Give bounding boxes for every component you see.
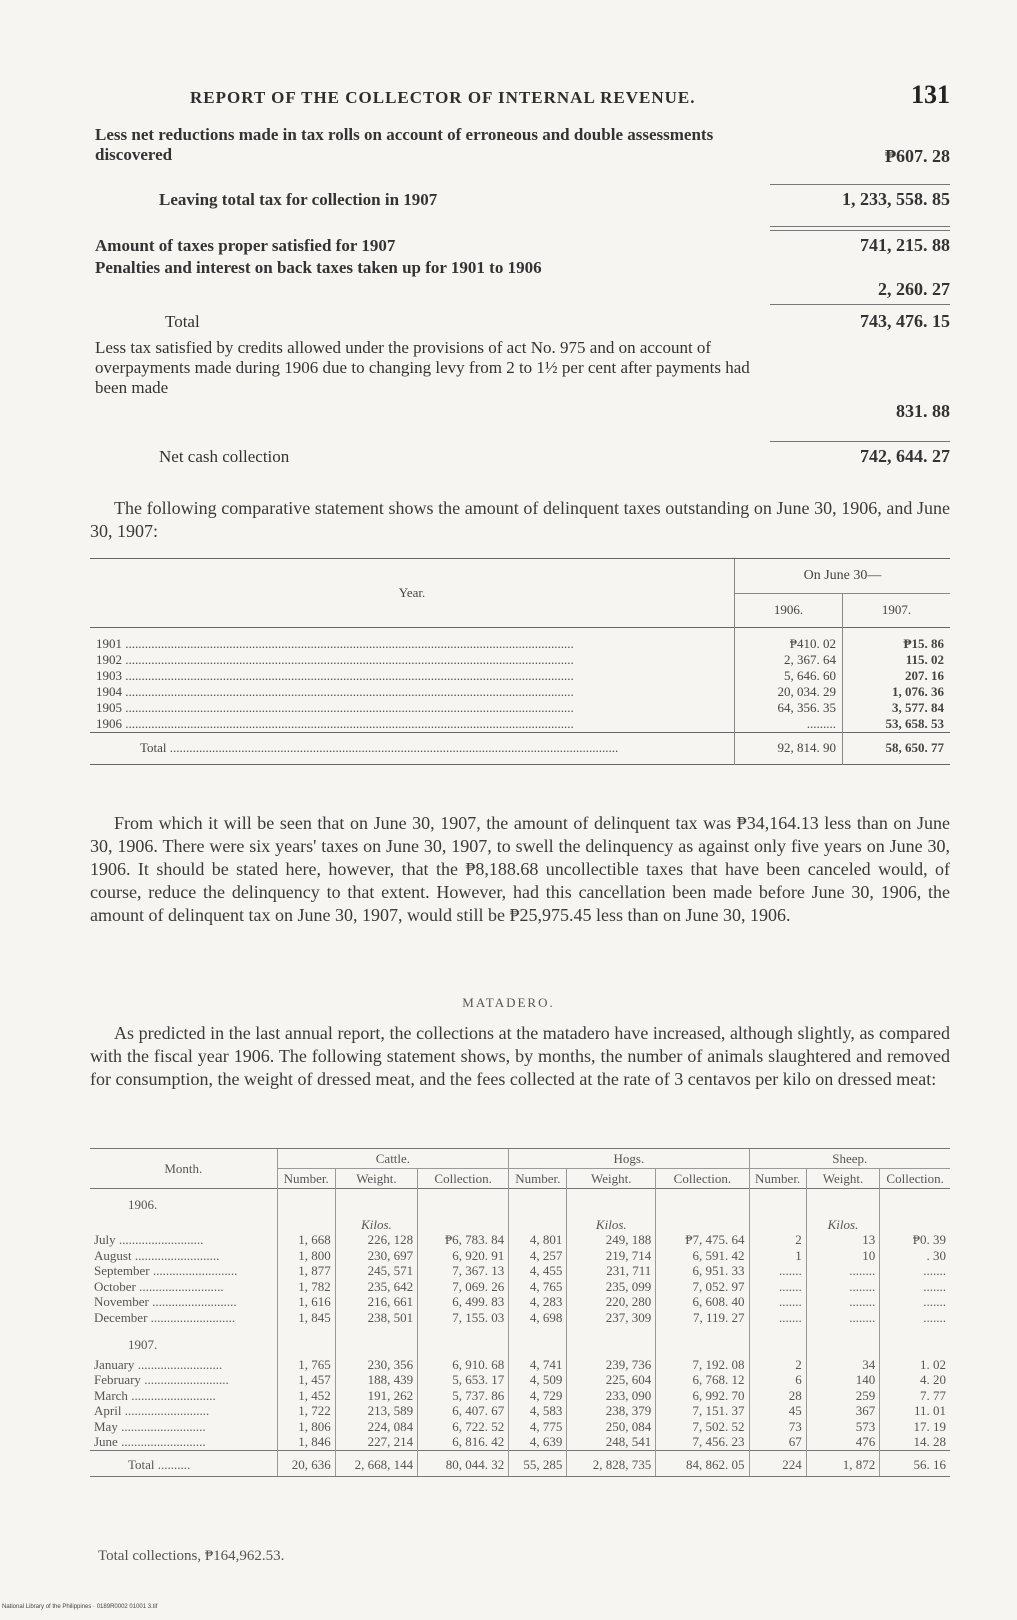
table-row: February .......................... 1, 457 188, 439 5, 653. 17 4, 509 225, 604 6, 768. 12 6 140 4. 20 [90,1372,950,1388]
ledger-row [95,125,950,167]
report-title: REPORT OF THE COLLECTOR OF INTERNAL REVENUE. [190,88,696,107]
ledger-amount: 743, 476. 15 [860,311,950,331]
ledger-row [95,447,950,467]
year-subheading: 1906. [90,1189,950,1217]
ledger-amount: 831. 88 [896,401,950,421]
table-row: 1902 .......................................................................................................................................... 2, 367. 64 115. 02 [90,652,950,668]
ledger-amount: 2, 260. 27 [878,279,950,299]
table-row: December .......................... 1, 845 238, 501 7, 155. 03 4, 698 237, 309 7, 119. 27 ....... ........ ....... [90,1310,950,1326]
column-header-number: Number. [277,1169,335,1189]
table-row: 1905 .......................................................................................................................................... 64, 356. 35 3, 577. 84 [90,700,950,716]
footer-note: Total collections, ₱164,962.53. [98,1548,285,1564]
page-number: 131 [911,80,950,109]
intro-paragraph: The following comparative statement shows the amount of delinquent taxes outstanding on June 30, 1906, and June 30, 1907: [90,498,950,541]
scan-credit: National Library of the Philippines · 0189R0002 01001 3.tif [2,1604,158,1610]
column-header-month: Month. [90,1149,277,1189]
table-total-row: Total .......... 20, 636 2, 668, 144 80, 044. 32 55, 285 2, 828, 735 84, 862. 05 224 1, 872 56. 16 [90,1450,950,1477]
table-row: August .......................... 1, 800 230, 697 6, 920. 91 4, 257 219, 714 6, 591. 42 1 10 . 30 [90,1248,950,1264]
ledger-label: Amount of taxes proper satisfied for 1907 [95,236,396,255]
rule [770,230,950,231]
rule [770,441,950,442]
ledger-row [95,190,950,210]
table-row: May .......................... 1, 806 224, 084 6, 722. 52 4, 775 250, 084 7, 502. 52 73 573 17. 19 [90,1419,950,1435]
ledger-label: Less tax satisfied by credits allowed under the provisions of act No. 975 and on account of overpayments made during 1906 due to changing levy from 2 to 1½ per cent after payments had been made [95,338,750,397]
matadero-paragraph: As predicted in the last annual report, the collections at the matadero have increased, although slightly, as compared with the fiscal year 1906. The following statement shows, by months, the number of animals slaughtered and removed for consumption, the weight of dressed meat, and the fees collected at the rate of 3 centavos per kilo on dressed meat: [90,1023,950,1089]
column-header-number: Number. [509,1169,567,1189]
ledger-label: Total [165,312,200,331]
table-row: September .......................... 1, 877 245, 571 7, 367. 13 4, 455 231, 711 6, 951. 33 ....... ........ ....... [90,1263,950,1279]
column-group-hogs: Hogs. [509,1149,749,1169]
column-group-sheep: Sheep. [749,1149,950,1169]
year-subheading: 1907. [90,1325,950,1357]
ledger-amount: ₱607. 28 [885,146,950,166]
ledger-label: Penalties and interest on back taxes taken up for 1901 to 1906 [95,258,542,277]
column-header-collection: Collection. [880,1169,950,1189]
column-header-collection: Collection. [418,1169,509,1189]
ledger-label: Net cash collection [159,447,290,466]
rule [770,304,950,305]
column-header-number: Number. [749,1169,806,1189]
column-header-weight: Weight. [567,1169,656,1189]
ledger-amount: 742, 644. 27 [860,446,950,466]
column-header-1906: 1906. [735,593,843,627]
column-header-weight: Weight. [806,1169,880,1189]
ledger-row [95,338,950,422]
table-total-row: Total .......................................................................................................................................... 92, 814. 90 58, 650. 77 [90,733,950,765]
ledger-row [95,312,950,332]
ledger-label: Less net reductions made in tax rolls on account of erroneous and double assessments discovered [95,125,714,164]
table-row: October .......................... 1, 782 235, 642 7, 069. 26 4, 765 235, 099 7, 052. 97 ....... ........ ....... [90,1279,950,1295]
table-row: 1903 .......................................................................................................................................... 5, 646. 60 207. 16 [90,668,950,684]
table-row: 1901 .......................................................................................................................................... ₱410. 02 ₱15. 86 [90,636,950,652]
matadero-table [90,1148,950,1477]
table-row: June .......................... 1, 846 227, 214 6, 816. 42 4, 639 248, 541 7, 456. 23 67 476 14. 28 [90,1434,950,1450]
unit-row: Kilos. Kilos. Kilos. [90,1217,950,1233]
delinquent-tax-table [90,558,950,765]
ledger-row [95,236,950,256]
table-row: July .......................... 1, 668 226, 128 ₱6, 783. 84 4, 801 249, 188 ₱7, 475. 64 2 13 ₱0. 39 [90,1232,950,1248]
table-row: 1904 .......................................................................................................................................... 20, 034. 29 1, 076. 36 [90,684,950,700]
column-header-year: Year. [398,584,426,600]
table-row: March .......................... 1, 452 191, 262 5, 737. 86 4, 729 233, 090 6, 992. 70 28 259 7. 77 [90,1388,950,1404]
table-row: January .......................... 1, 765 230, 356 6, 910. 68 4, 741 239, 736 7, 192. 08 2 34 1. 02 [90,1357,950,1373]
ledger-amount: 741, 215. 88 [860,235,950,255]
table-row: April .......................... 1, 722 213, 589 6, 407. 67 4, 583 238, 379 7, 151. 37 45 367 11. 01 [90,1403,950,1419]
section-heading: MATADERO. [462,995,555,1010]
column-header-1907: 1907. [843,593,951,627]
ledger-row [95,258,950,300]
column-group-cattle: Cattle. [277,1149,509,1169]
column-group-header: On June 30— [735,559,951,593]
column-header-collection: Collection. [656,1169,749,1189]
table-row: 1906 .......................................................................................................................................... ......... 53, 658. 53 [90,716,950,733]
table-row: November .......................... 1, 616 216, 661 6, 499. 83 4, 283 220, 280 6, 608. 40 ....... ........ ....... [90,1294,950,1310]
rule [770,226,950,227]
column-header-weight: Weight. [335,1169,417,1189]
ledger-amount: 1, 233, 558. 85 [842,189,950,209]
rule [770,184,950,185]
delinquency-paragraph: From which it will be seen that on June 30, 1907, the amount of delinquent tax was ₱34,164.13 less than on June 30, 1906. There were six years' taxes on June 30, 1907, to swell the delinquency as against only five years on June 30, 1906. It should be stated here, however, that the ₱8,188.68 uncollectible taxes that have been canceled would, of course, reduce the delinquency to that extent. However, had this cancellation been made before June 30, 1906, the amount of delinquent tax on June 30, 1907, would still be ₱25,975.45 less than on June 30, 1906. [90,813,950,925]
ledger-label: Leaving total tax for collection in 1907 [159,190,438,209]
running-header [190,80,950,110]
